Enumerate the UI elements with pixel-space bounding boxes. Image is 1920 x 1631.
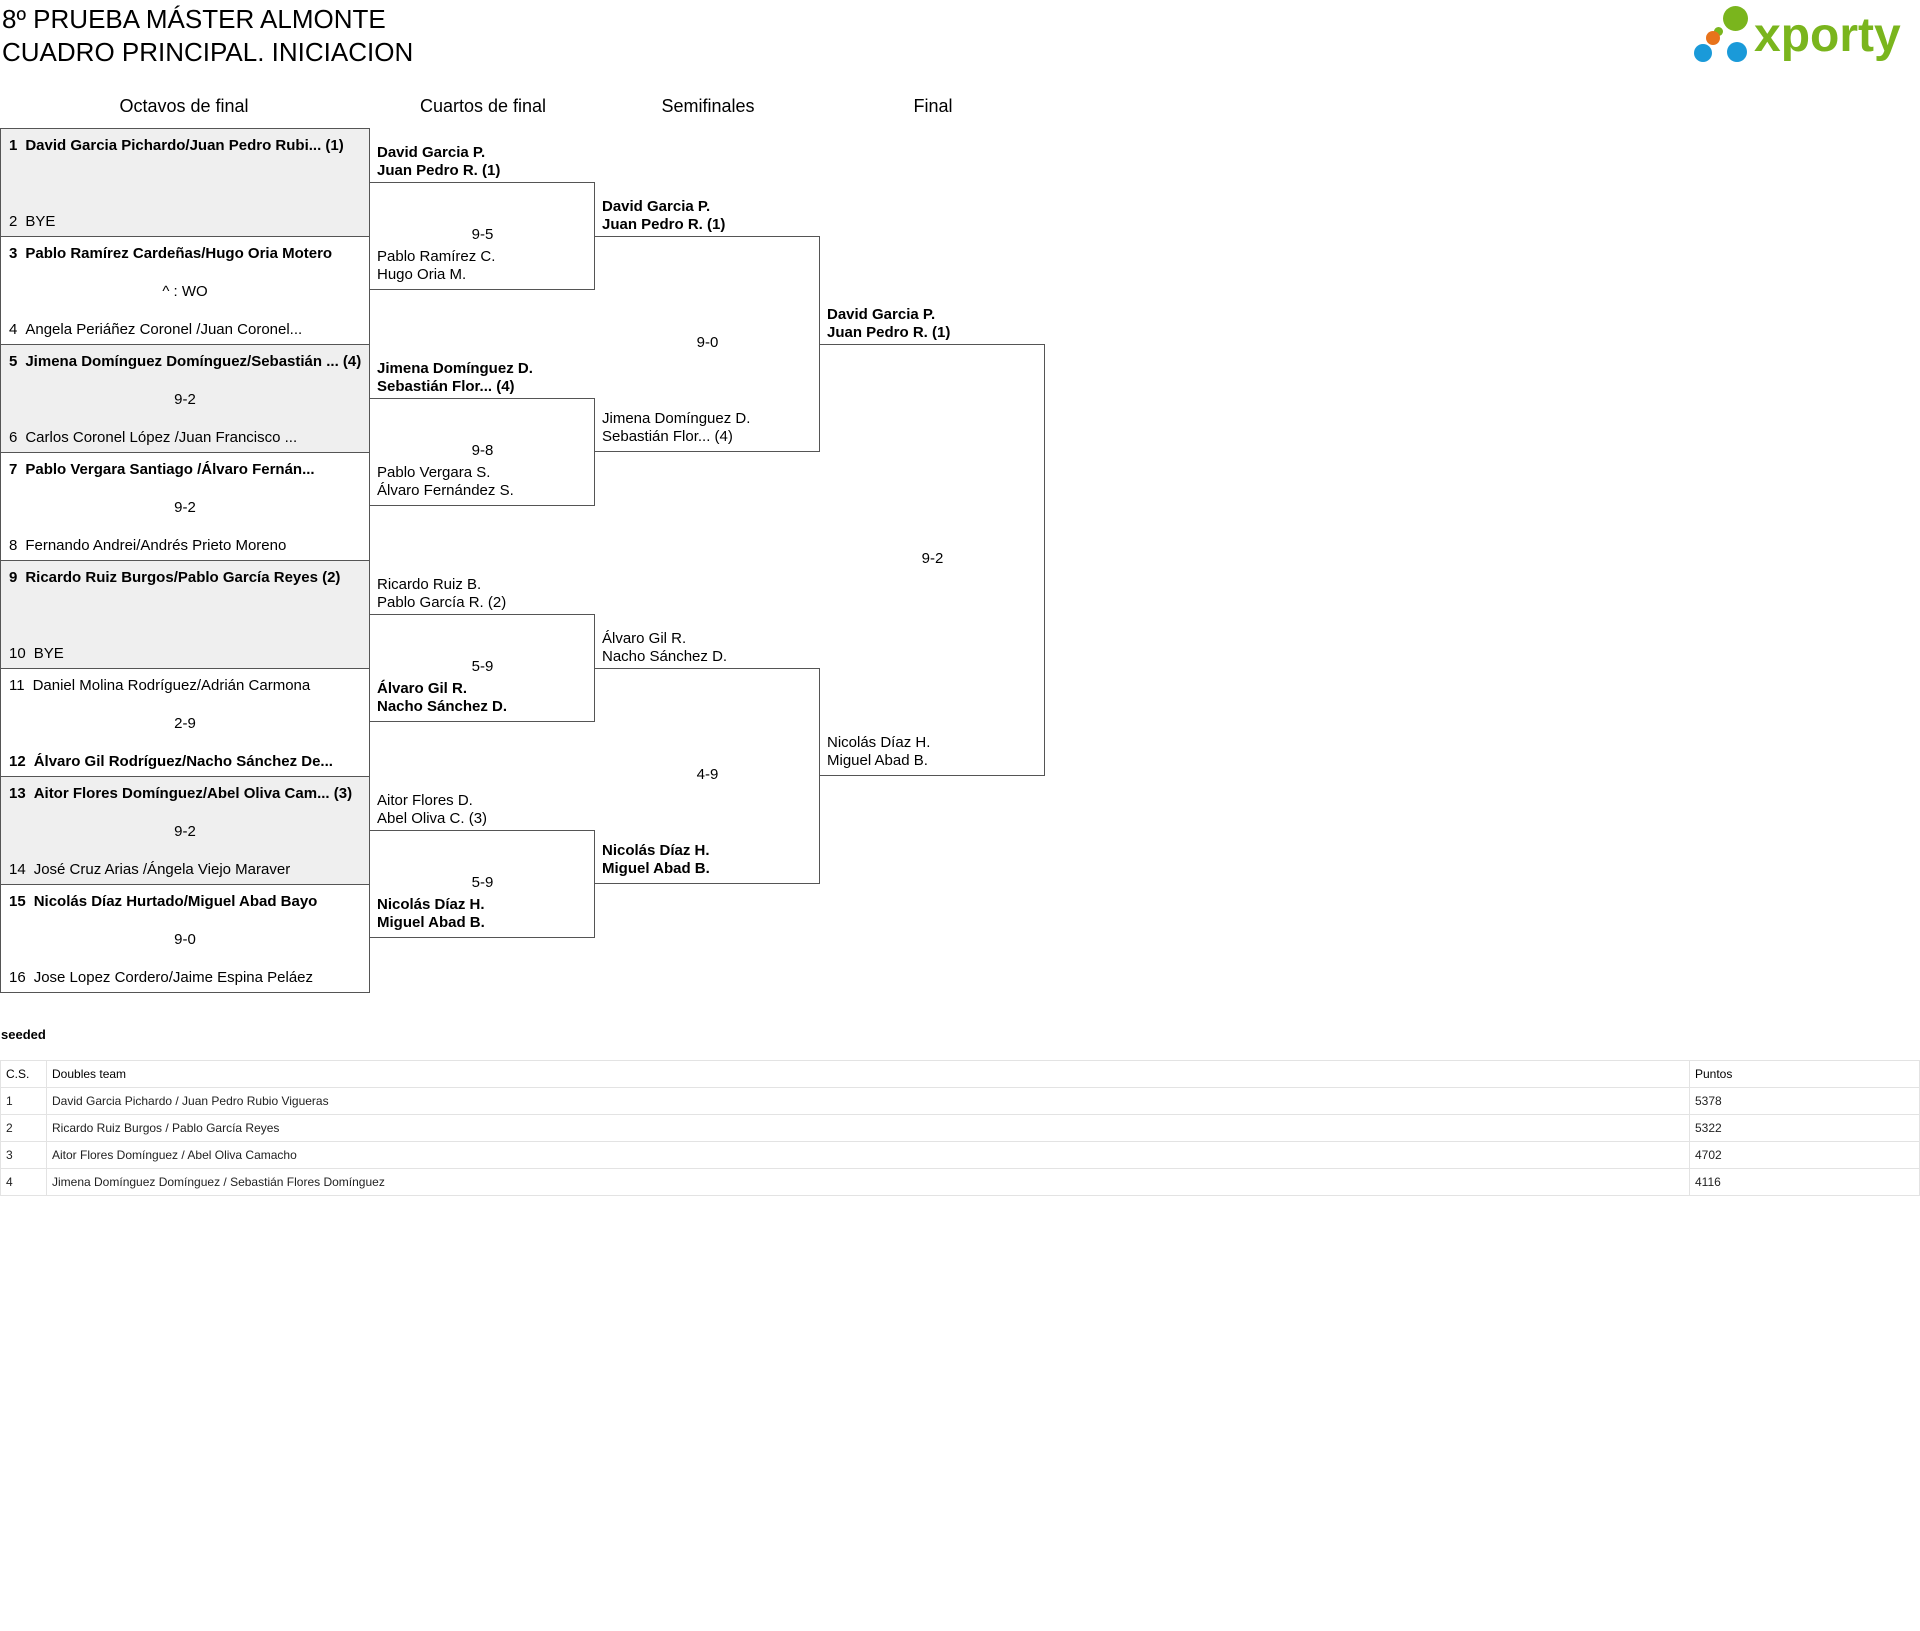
r16-result: 9-2 [174,391,196,408]
seed-cell: 3 [1,1142,47,1169]
player-name: David Garcia P. [602,198,711,215]
team-name: José Cruz Arias /Ángela Viejo Maraver [33,861,291,878]
quarterfinals-score: 9-5 [471,226,494,243]
r16-team-top[interactable] [9,785,363,802]
player-name: Juan Pedro R. (1) [377,162,501,179]
seed-cell: 1 [1,1088,47,1115]
logo-dot-orange-icon [1706,31,1720,45]
team-name: Jose Lopez Cordero/Jaime Espina Peláez [33,969,314,986]
player-name: Nicolás Díaz H. [377,896,485,913]
player-name: Jimena Domínguez D. [377,360,533,377]
col-header-team: Doubles team [47,1061,1690,1088]
page-title [2,3,413,69]
player-name: Pablo García R. (2) [377,594,507,611]
title-line-1: 8º PRUEBA MÁSTER ALMONTE [2,4,386,34]
player-name: Álvaro Gil R. [377,680,468,697]
logo-dot-blue-icon [1694,44,1712,62]
r16-team-bottom[interactable] [9,537,363,554]
seed-number: 5 [9,353,18,370]
r16-result: 9-0 [174,931,196,948]
logo-dot-green-icon [1723,6,1748,31]
r16-team-bottom[interactable] [9,753,363,770]
r16-match-6 [0,668,370,777]
title-line-2: CUADRO PRINCIPAL. INICIACION [2,37,414,67]
seed-number: 14 [9,861,26,878]
player-name: Nicolás Díaz H. [602,842,710,859]
seed-cell: 2 [1,1115,47,1142]
semifinals-team-bottom[interactable] [602,410,750,446]
r16-result: 2-9 [174,715,196,732]
player-name: Aitor Flores D. [377,792,473,809]
r16-match-1 [0,128,370,237]
team-cell: Jimena Domínguez Domínguez / Sebastián Flores Domínguez [47,1169,1690,1196]
r16-result: ^ : WO [162,283,208,300]
player-name: Álvaro Gil R. [602,630,687,647]
team-name: Álvaro Gil Rodríguez/Nacho Sánchez De... [33,753,333,770]
player-name: Nacho Sánchez D. [377,698,508,715]
table-row [1,1142,1920,1169]
logo-dot-blue-2-icon [1727,42,1747,62]
quarterfinals-team-bottom[interactable] [377,896,485,932]
player-name: Pablo Ramírez C. [377,248,496,265]
r16-team-top[interactable] [9,677,363,694]
points-cell: 4702 [1690,1142,1920,1169]
team-cell: David Garcia Pichardo / Juan Pedro Rubio Vigueras [47,1088,1690,1115]
player-name: Juan Pedro R. (1) [827,324,951,341]
r16-result: 9-2 [174,499,196,516]
r16-match-2 [0,236,370,345]
round-header-octavos: Octavos de final [119,96,249,116]
seed-number: 15 [9,893,26,910]
seed-number: 7 [9,461,18,478]
round-header-semifinales: Semifinales [661,96,755,116]
table-row [1,1169,1920,1196]
logo-wordmark: xporty [1754,9,1901,62]
quarterfinals-team-bottom[interactable] [377,464,514,500]
r16-team-bottom[interactable] [9,213,363,230]
r16-match-5 [0,560,370,669]
player-name: Ricardo Ruiz B. [377,576,482,593]
semifinals-team-top[interactable] [602,198,725,234]
team-name: Fernando Andrei/Andrés Prieto Moreno [25,537,287,554]
player-name: Jimena Domínguez D. [602,410,751,427]
seed-number: 13 [9,785,26,802]
final-team-top[interactable] [827,306,950,342]
r16-result: 9-2 [174,823,196,840]
team-name: BYE [25,213,56,230]
player-name: Sebastián Flor... (4) [602,428,733,445]
semifinals-score: 4-9 [696,766,719,783]
team-name: Pablo Ramírez Cardeñas/Hugo Oria Motero [25,245,333,262]
quarterfinals-team-top[interactable] [377,576,506,612]
semifinals-team-bottom[interactable] [602,842,710,878]
team-name: Jimena Domínguez Domínguez/Sebastián ... (4) [25,353,362,370]
player-name: Pablo Vergara S. [377,464,491,481]
team-name: Nicolás Díaz Hurtado/Miguel Abad Bayo [33,893,318,910]
team-cell: Aitor Flores Domínguez / Abel Oliva Camacho [47,1142,1690,1169]
player-name: Nacho Sánchez D. [602,648,728,665]
r16-match-4 [0,452,370,561]
quarterfinals-team-bottom[interactable] [377,680,507,716]
player-name: Miguel Abad B. [827,752,928,769]
seed-cell: 4 [1,1169,47,1196]
team-name: Angela Periáñez Coronel /Juan Coronel... [25,321,303,338]
r16-team-bottom[interactable] [9,969,363,986]
player-name: David Garcia P. [377,144,486,161]
player-name: Juan Pedro R. (1) [602,216,726,233]
seed-number: 12 [9,753,26,770]
final-team-bottom[interactable] [827,734,930,770]
player-name: Miguel Abad B. [377,914,485,931]
player-name: Abel Oliva C. (3) [377,810,488,827]
quarterfinals-score: 5-9 [471,874,494,891]
player-name: Nicolás Díaz H. [827,734,931,751]
r16-team-top[interactable] [9,353,363,370]
team-name: Pablo Vergara Santiago /Álvaro Fernán... [25,461,315,478]
seed-number: 10 [9,645,26,662]
quarterfinals-team-top[interactable] [377,792,487,828]
seeded-table [0,1060,1920,1196]
quarterfinals-score: 5-9 [471,658,494,675]
player-name: David Garcia P. [827,306,936,323]
r16-team-bottom[interactable] [9,321,363,338]
player-name: Miguel Abad B. [602,860,710,877]
player-name: Hugo Oria M. [377,266,467,283]
seed-number: 2 [9,213,18,230]
seeded-header-row [1,1061,1920,1088]
r16-match-3 [0,344,370,453]
round-header-cuartos: Cuartos de final [419,96,547,116]
quarterfinals-score: 9-8 [471,442,494,459]
r16-team-top[interactable] [9,137,363,154]
r16-team-top[interactable] [9,569,363,586]
team-name: Daniel Molina Rodríguez/Adrián Carmona [32,677,311,694]
col-header-points: Puntos [1690,1061,1920,1088]
seed-number: 11 [9,677,25,694]
semifinals-score: 9-0 [696,334,719,351]
table-row [1,1088,1920,1115]
final-score: 9-2 [921,550,944,567]
quarterfinals-team-bottom[interactable] [377,248,495,284]
col-header-cs: C.S. [1,1061,47,1088]
seed-number: 1 [9,137,18,154]
r16-team-bottom[interactable] [9,645,363,662]
points-cell: 5322 [1690,1115,1920,1142]
seed-number: 3 [9,245,18,262]
points-cell: 5378 [1690,1088,1920,1115]
table-row [1,1115,1920,1142]
seed-number: 6 [9,429,18,446]
r16-team-bottom[interactable] [9,429,363,446]
quarterfinals-team-top[interactable] [377,144,500,180]
team-name: David Garcia Pichardo/Juan Pedro Rubi... (1) [25,137,344,154]
seed-number: 4 [9,321,18,338]
team-name: Aitor Flores Domínguez/Abel Oliva Cam... (3) [33,785,353,802]
round-header-final: Final [913,96,953,116]
team-cell: Ricardo Ruiz Burgos / Pablo García Reyes [47,1115,1690,1142]
r16-team-top[interactable] [9,245,363,262]
seed-number: 16 [9,969,26,986]
seeded-title: seeded [1,1027,46,1042]
r16-match-8 [0,884,370,993]
player-name: Sebastián Flor... (4) [377,378,515,395]
seed-number: 8 [9,537,18,554]
r16-team-top[interactable] [9,893,363,910]
team-name: BYE [33,645,64,662]
points-cell: 4116 [1690,1169,1920,1196]
seed-number: 9 [9,569,18,586]
team-name: Ricardo Ruiz Burgos/Pablo García Reyes (2) [25,569,341,586]
player-name: Álvaro Fernández S. [377,482,514,499]
quarterfinals-team-top[interactable] [377,360,533,396]
r16-team-top[interactable] [9,461,363,478]
xporty-logo [1690,0,1920,72]
r16-match-7 [0,776,370,885]
semifinals-team-top[interactable] [602,630,727,666]
team-name: Carlos Coronel López /Juan Francisco ... [25,429,298,446]
r16-team-bottom[interactable] [9,861,363,878]
